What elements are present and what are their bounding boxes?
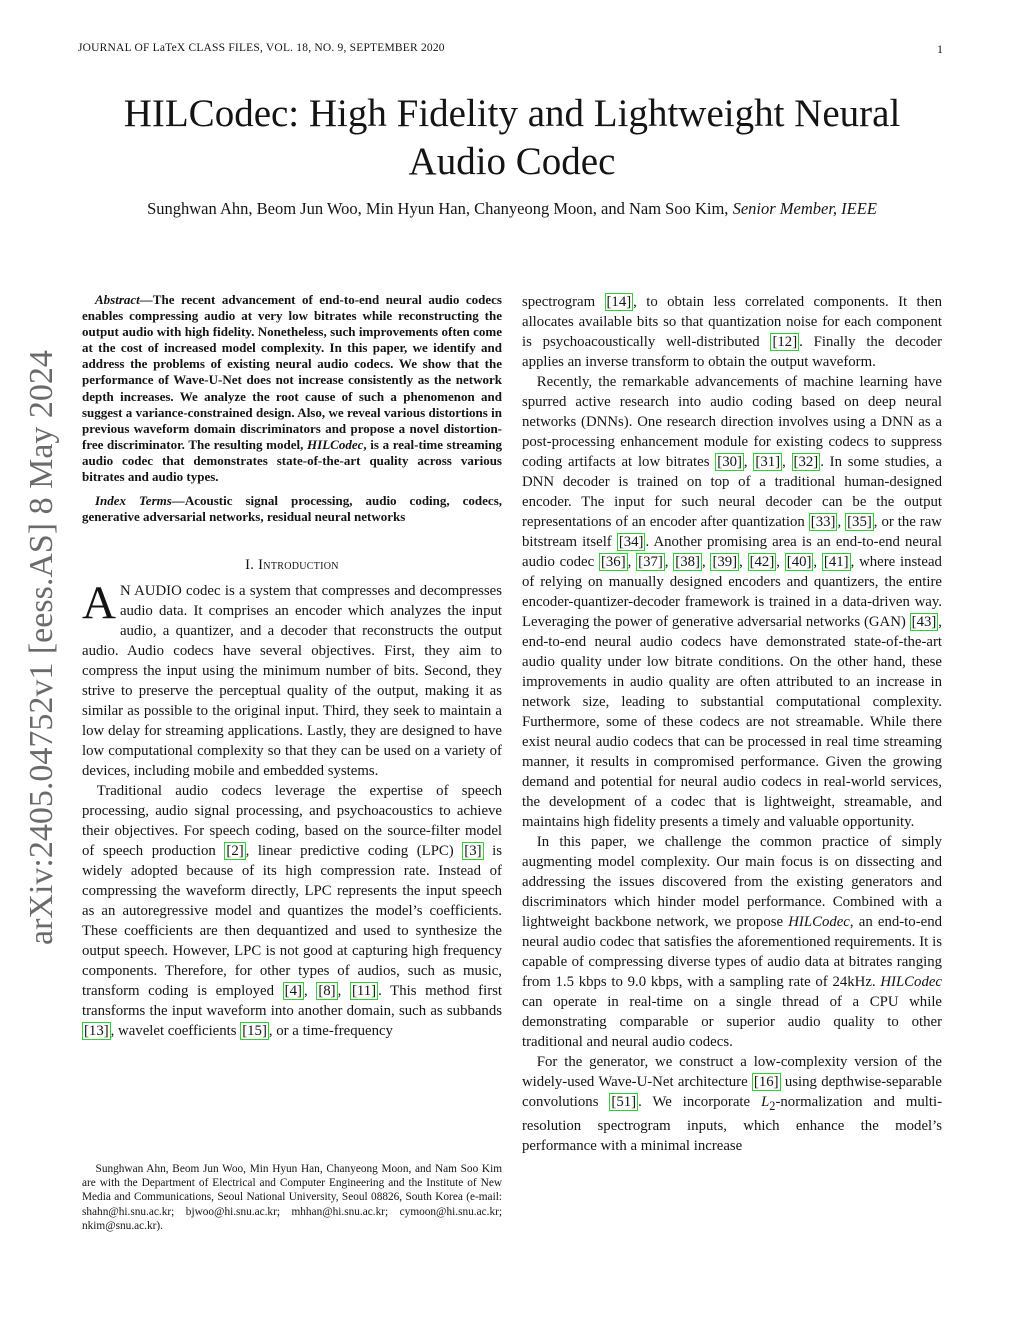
intro-paragraph-1 bbox=[82, 577, 502, 781]
text-span: . Finally the decoder applies an inverse transform to obtain the output waveform. bbox=[522, 334, 942, 370]
text-span: is widely adopted because of its high compression rate. Instead of compressing the waveform directly, LPC represents the input speech as an autoregressive model and quantizes the model’s coefficients. These coefficients are then dequantized and used to synthesize the output speech. However, LPC is not good at capturing high frequency components. Therefore, for other types of audios, such as music, transform coding is employed bbox=[82, 843, 502, 1000]
text-span: Traditional audio codecs leverage the expertise of speech processing, audio signal processing, and psychoacoustics to achieve their objectives. For speech coding, based on the source-filter model of speech production bbox=[82, 783, 502, 860]
citation-link[interactable]: [32] bbox=[793, 454, 819, 470]
text-span: spectrogram bbox=[522, 294, 605, 310]
citation-link[interactable]: [41] bbox=[823, 554, 849, 570]
citation-link[interactable]: [37] bbox=[638, 554, 663, 570]
index-terms bbox=[82, 493, 502, 525]
text-span: , an end-to-end neural audio codec that satisfies the aforementioned requirements. It is capable of compressing diverse types of audio data at bitrates ranging from 1.5 kbps to 9.0 kbps, with a sampling rate of 24kHz. bbox=[522, 914, 942, 990]
right-paragraph-1 bbox=[522, 292, 942, 372]
citation-link[interactable]: [2] bbox=[226, 843, 244, 860]
citation-link[interactable]: [36] bbox=[600, 554, 626, 570]
page-number: 1 bbox=[937, 42, 943, 56]
text-span: can operate in real-time on a single thread of a CPU while demonstrating comparable or superior audio quality to other traditional and neural audio codecs. bbox=[522, 994, 942, 1050]
text-span: , bbox=[701, 554, 711, 570]
text-span: Recently, the remarkable advancements of machine learning have spurred active research into audio coding based on deep neural networks (DNNs). One research direction involves using a DNN as a post-processing enhancement module for existing codecs to suppress coding artifacts at low bitrates bbox=[522, 374, 942, 470]
text-span: , where instead of relying on manually designed encoders and quantizers, the entire encoder-quantizer-decoder framework is trained in a data-driven way. Leveraging the power of generative adversarial networks (GAN) bbox=[522, 554, 942, 630]
text-span: , bbox=[782, 454, 792, 470]
citation-link[interactable]: [42] bbox=[749, 554, 775, 570]
right-paragraph-2 bbox=[522, 372, 942, 832]
text-span: For the generator, we construct a low-complexity version of the widely-used Wave-U-Net architecture bbox=[522, 1054, 942, 1090]
text-span: , end-to-end neural audio codecs have demonstrated state-of-the-art audio quality under low bitrate conditions. On the other hand, these improvements in audio quality are often attributed to an increase in network size, leading to substantial computational complexity. Furthermore, some of these codecs are not streamable. While there exist neural audio codecs that can be processed in real time streaming manner, it results in compromised performance. Given the growing demand and potential for neural audio codecs in real-world services, the development of a codec that is lightweight, streamable, and maintains high fidelity presents a timely and valuable opportunity. bbox=[522, 614, 942, 830]
text-span: . This method first transforms the input waveform into another domain, such as subbands bbox=[82, 983, 503, 1020]
text-span: using depthwise-separable convolutions bbox=[522, 1074, 942, 1110]
citation-link[interactable]: [43] bbox=[911, 614, 937, 630]
author-names: Sunghwan Ahn, Beom Jun Woo, Min Hyun Han, Chanyeong Moon, and Nam Soo Kim, bbox=[147, 199, 729, 218]
citation-link[interactable]: [40] bbox=[786, 554, 812, 570]
citation-link[interactable]: [14] bbox=[606, 294, 632, 310]
text-span: , bbox=[303, 983, 317, 1000]
section-heading-introduction bbox=[82, 555, 502, 575]
text-span: , or a time-frequency bbox=[268, 1023, 393, 1040]
text-span: , to obtain less correlated components. It then allocates available bits so that quantization noise for each component is psychoacoustically well-distributed bbox=[522, 294, 942, 350]
abstract-text-end: , is a real-time streaming audio codec that demonstrates state-of-the-art quality across various bitrates and audio types. bbox=[82, 436, 503, 485]
right-column bbox=[522, 292, 942, 1156]
text-span: , bbox=[337, 983, 350, 1000]
citation-link[interactable]: [33] bbox=[810, 514, 836, 530]
text-span: , linear predictive coding (LPC) bbox=[245, 843, 463, 860]
citation-link[interactable]: [15] bbox=[242, 1023, 267, 1040]
text-span: , bbox=[776, 554, 785, 570]
model-name: HILCodec bbox=[788, 914, 850, 930]
text-span: , bbox=[739, 554, 748, 570]
citation-link[interactable]: [16] bbox=[753, 1074, 779, 1090]
author-suffix: Senior Member, IEEE bbox=[732, 199, 877, 218]
arxiv-stamp: arXiv:2405.04752v1 [eess.AS] 8 May 2024 bbox=[23, 350, 60, 945]
paper-title: HILCodec: High Fidelity and Lightweight Neural Audio Codec bbox=[123, 92, 901, 183]
citation-link[interactable]: [35] bbox=[847, 514, 872, 530]
right-paragraph-3 bbox=[522, 832, 942, 1052]
citation-link[interactable]: [31] bbox=[755, 454, 781, 470]
drop-cap: A bbox=[82, 577, 116, 630]
citation-link[interactable]: [34] bbox=[618, 534, 644, 550]
citation-link[interactable]: [30] bbox=[717, 454, 742, 470]
citation-link[interactable]: [12] bbox=[772, 334, 798, 350]
text-span: , bbox=[813, 554, 822, 570]
citation-link[interactable]: [39] bbox=[712, 554, 738, 570]
text-span: , bbox=[664, 554, 674, 570]
section-title: Introduction bbox=[258, 557, 339, 574]
citation-link[interactable]: [13] bbox=[84, 1023, 109, 1040]
right-paragraph-4 bbox=[522, 1052, 942, 1156]
abstract bbox=[82, 292, 502, 485]
text-span: , bbox=[837, 514, 846, 530]
text-span: , or the raw bitstream itself bbox=[522, 514, 942, 550]
text-span: . We incorporate bbox=[638, 1094, 762, 1110]
text-span: -normalization and multi-resolution spectrogram inputs, which enhance the model’s performance with a minimal increase bbox=[522, 1094, 942, 1154]
text-span: , wavelet coefficients bbox=[110, 1023, 241, 1040]
text-span: , bbox=[743, 454, 754, 470]
citation-link[interactable]: [8] bbox=[318, 983, 336, 1000]
citation-link[interactable]: [4] bbox=[284, 983, 302, 1000]
math-subscript: 2 bbox=[769, 1098, 776, 1113]
author-list bbox=[80, 198, 944, 220]
text-span: In this paper, we challenge the common practice of simply augmenting model complexity. Our main focus is on dissecting and addressing the issues discovered from the existing generators and discriminators which hinder model performance. Combined with a lightweight backbone network, we propose bbox=[522, 834, 942, 930]
citation-link[interactable]: [38] bbox=[675, 554, 700, 570]
text-span: . Another promising area is an end-to-end neural audio codec bbox=[522, 534, 942, 570]
left-column bbox=[82, 292, 502, 1041]
author-affiliation-footnote: Sunghwan Ahn, Beom Jun Woo, Min Hyun Han, Chanyeong Moon, and Nam Soo Kim are with the Department of Electrical and Computer Engineering and the Institute of New Media and Communications, Seoul National University, Seoul 08826, South Korea (e-mail: shahn@hi.snu.ac.kr; bjwoo@hi.snu.ac.kr; mhhan@hi.snu.ac.kr; cymoon@hi.snu.ac.kr; nkim@snu.ac.kr). bbox=[82, 1163, 502, 1232]
index-terms-label: Index Terms— bbox=[95, 493, 185, 509]
citation-link[interactable]: [51] bbox=[611, 1094, 637, 1110]
abstract-label: Abstract— bbox=[95, 292, 153, 307]
intro-p1-text: N AUDIO codec is a system that compresses and decompresses audio data. It comprises an encoder which analyzes the input audio, a quantizer, and a decoder that reconstructs the output audio. Audio codecs have several objectives. First, they aim to compress the input using the minimum number of bits. Second, they strive to preserve the perceptual quality of the output, making it as similar as possible to the original input. Third, they seek to maintain a low delay for streaming applications. Lastly, they are designed to have low computational complexity so that they can be used on a variety of devices, including mobile and embedded systems. bbox=[82, 583, 502, 780]
citation-link[interactable]: [3] bbox=[464, 843, 482, 860]
abstract-model-name: HILCodec bbox=[307, 436, 364, 452]
running-head: JOURNAL OF LaTeX CLASS FILES, VOL. 18, NO. 9, SEPTEMBER 2020 bbox=[78, 42, 445, 54]
text-span: , bbox=[627, 554, 637, 570]
index-terms-text: Acoustic signal processing, audio coding, codecs, generative adversarial networks, residual neural networks bbox=[82, 493, 502, 525]
section-number: I. bbox=[245, 557, 255, 574]
model-name: HILCodec bbox=[880, 974, 942, 990]
math-symbol: L bbox=[761, 1094, 770, 1110]
abstract-text: The recent advancement of end-to-end neural audio codecs enables compressing audio at very low bitrates while reconstructing the output audio with high fidelity. Nonetheless, such improvements often come at the cost of increased model complexity. In this paper, we identify and address the problems of existing neural audio codecs. We show that the performance of Wave-U-Net does not increase consistently as the network depth increases. We analyze the root cause of such a phenomenon and suggest a variance-constrained design. Also, we reveal various distortions in previous waveform domain discriminators and propose a novel distortion-free discriminator. The resulting model, bbox=[82, 292, 502, 452]
citation-link[interactable]: [11] bbox=[351, 983, 377, 1000]
text-span: . In some studies, a DNN decoder is trained on top of a traditional human-designed encoder. The input for such neural decoder can be the output representations of an encoder after quantization bbox=[522, 454, 942, 530]
intro-paragraph-2 bbox=[82, 781, 502, 1041]
